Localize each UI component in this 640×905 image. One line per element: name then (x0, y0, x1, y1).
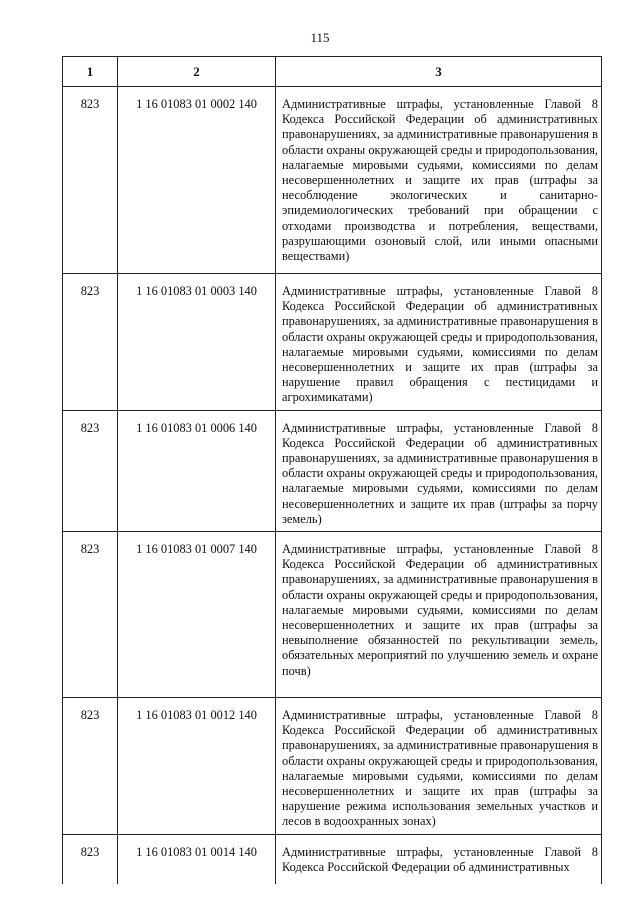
admin-code-cell: 823 (63, 834, 118, 884)
table-row (63, 834, 602, 884)
description-cell: Административные штрафы, установленные Главой 8 Кодекса Российской Федерации об административных правонарушениях, за административные правонарушения в области охраны окружающей среды и природопользования, налагаемые мировыми судьями, комиссиями по делам несовершеннолетних и защите их прав (штрафы за нарушение режима использования земельных участков и лесов в водоохранных зонах) (276, 698, 602, 835)
description-cell: Административные штрафы, установленные Главой 8 Кодекса Российской Федерации об административных (276, 834, 602, 884)
description-cell: Административные штрафы, установленные Главой 8 Кодекса Российской Федерации об административных правонарушениях, за административные правонарушения в области охраны окружающей среды и природопользования, налагаемые мировыми судьями, комиссиями по делам несовершеннолетних и защите их прав (штрафы за несоблюдение экологических и санитарно-эпидемиологических требований при обращении с отходами производства и потребления, веществами, разрушающими озоновый слой, или иными опасными веществами) (276, 87, 602, 274)
table-row (63, 274, 602, 411)
admin-code-cell: 823 (63, 698, 118, 835)
budget-code-cell: 1 16 01083 01 0012 140 (118, 698, 276, 835)
revenue-codes-table (62, 56, 602, 884)
description-cell: Административные штрафы, установленные Главой 8 Кодекса Российской Федерации об административных правонарушениях, за административные правонарушения в области охраны окружающей среды и природопользования, налагаемые мировыми судьями, комиссиями по делам несовершеннолетних и защите их прав (штрафы за невыполнение обязанностей по рекультивации земель, обязательных мероприятий по улучшению земель и охране почв) (276, 532, 602, 698)
budget-code-cell: 1 16 01083 01 0002 140 (118, 87, 276, 274)
column-header-1: 1 (63, 57, 118, 87)
description-cell: Административные штрафы, установленные Главой 8 Кодекса Российской Федерации об административных правонарушениях, за административные правонарушения в области охраны окружающей среды и природопользования, налагаемые мировыми судьями, комиссиями по делам несовершеннолетних и защите их прав (штрафы за нарушение правил обращения с пестицидами и агрохимикатами) (276, 274, 602, 411)
table-header-row (63, 57, 602, 87)
admin-code-cell: 823 (63, 410, 118, 531)
column-header-3: 3 (276, 57, 602, 87)
description-cell: Административные штрафы, установленные Главой 8 Кодекса Российской Федерации об административных правонарушениях, за административные правонарушения в области охраны окружающей среды и природопользования, налагаемые мировыми судьями, комиссиями по делам несовершеннолетних и защите их прав (штрафы за порчу земель) (276, 410, 602, 531)
table-row (63, 698, 602, 835)
table-row (63, 87, 602, 274)
budget-code-cell: 1 16 01083 01 0006 140 (118, 410, 276, 531)
budget-code-cell: 1 16 01083 01 0014 140 (118, 834, 276, 884)
admin-code-cell: 823 (63, 87, 118, 274)
budget-code-cell: 1 16 01083 01 0007 140 (118, 532, 276, 698)
admin-code-cell: 823 (63, 274, 118, 411)
column-header-2: 2 (118, 57, 276, 87)
budget-code-cell: 1 16 01083 01 0003 140 (118, 274, 276, 411)
page-number: 115 (310, 30, 330, 45)
admin-code-cell: 823 (63, 532, 118, 698)
table-row (63, 532, 602, 698)
table-row (63, 410, 602, 531)
